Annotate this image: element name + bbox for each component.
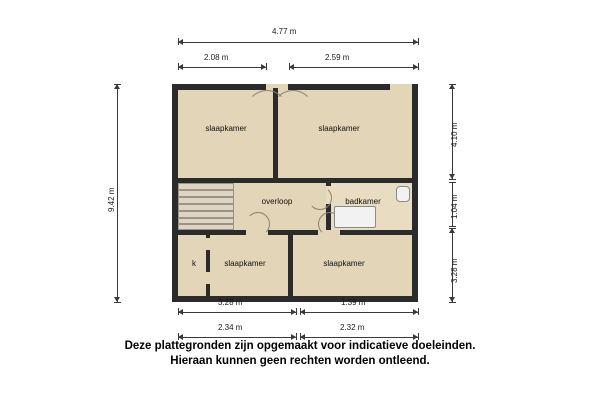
dim-top-right-label: 2.59 m (325, 53, 350, 62)
dim-bottom-left-tick-b (296, 308, 297, 315)
stair-step (178, 183, 234, 190)
dim-right-mid-tick-b (449, 226, 456, 227)
dim-bottom-lower-right-tick-a (300, 333, 301, 340)
dim-bottom-lower-left-label: 2.34 m (218, 323, 243, 332)
dim-top-overall-label: 4.77 m (272, 27, 297, 36)
dim-bottom-right-line (300, 312, 418, 313)
room-label-badkamer: badkamer (345, 197, 381, 206)
dim-bottom-lower-right-tick-b (418, 333, 419, 340)
wall-outer-top (172, 84, 418, 90)
dim-bottom-lower-right-line (300, 337, 418, 338)
dim-bottom-left-tick-a (178, 308, 179, 315)
dim-right-mid-label: 1.04 m (450, 194, 459, 219)
wall-outer-bottom (172, 296, 418, 302)
dim-bottom-lower-left-line (178, 337, 296, 338)
dim-right-bottom-tick-a (449, 228, 456, 229)
disclaimer-line-2: Hieraan kunnen geen rechten worden ontleend. (170, 355, 430, 367)
dim-bottom-right-label: 1.39 m (341, 298, 366, 307)
dim-top-left-tick-a (178, 63, 179, 70)
dim-top-left-tick-b (266, 63, 267, 70)
dim-bottom-left-label: 3.28 m (218, 298, 243, 307)
wall-partition-lower-center (288, 234, 293, 296)
dim-bottom-right-tick-b (418, 308, 419, 315)
stair-step (178, 204, 234, 211)
dim-left-overall-tick-bottom (114, 302, 121, 303)
door-swing-bedroom-topright (272, 90, 314, 132)
room-label-slaapkamer-1: slaapkamer (205, 124, 247, 133)
dim-left-overall-tick-top (114, 84, 121, 85)
closet-opening-top (206, 238, 210, 250)
stair-step (178, 211, 234, 218)
dim-top-right-tick-b (418, 63, 419, 70)
bathtub-fixture (334, 206, 376, 228)
dim-right-bottom-tick-b (449, 302, 456, 303)
wall-opening-top-b (390, 84, 412, 90)
dim-bottom-right-tick-a (300, 308, 301, 315)
disclaimer-line-1: Deze plattegronden zijn opgemaakt voor indicatieve doeleinden. (124, 340, 476, 352)
door-swing-badkamer (308, 186, 332, 210)
dim-bottom-lower-left-tick-b (296, 333, 297, 340)
room-label-overloop: overloop (261, 197, 293, 206)
dim-top-right-line (289, 67, 418, 68)
room-label-slaapkamer-3: slaapkamer (224, 259, 266, 268)
closet-opening-bottom (206, 272, 210, 284)
dim-bottom-lower-left-tick-a (178, 333, 179, 340)
room-label-k: k (192, 259, 196, 268)
toilet-fixture (396, 186, 410, 202)
dim-right-top-label: 4.10 m (450, 122, 459, 147)
dim-top-overall-tick-left (178, 38, 179, 45)
dim-left-overall-label: 9.42 m (107, 187, 116, 212)
stair-step (178, 190, 234, 197)
dim-right-top-tick-b (449, 179, 456, 180)
wall-outer-right (412, 84, 418, 302)
dim-bottom-left-line (178, 312, 296, 313)
wall-partition-lower-top (176, 230, 418, 235)
room-label-slaapkamer-2: slaapkamer (318, 124, 360, 133)
dim-right-bottom-label: 3.28 m (450, 258, 459, 283)
dim-top-left-line (178, 67, 266, 68)
dim-top-overall-line (178, 42, 418, 43)
dim-bottom-lower-right-label: 2.32 m (340, 323, 365, 332)
room-label-slaapkamer-4: slaapkamer (323, 259, 365, 268)
dim-top-overall-tick-right (418, 38, 419, 45)
dim-right-mid-tick-a (449, 182, 456, 183)
dim-top-left-label: 2.08 m (204, 53, 229, 62)
stair-landing (178, 224, 234, 230)
dim-right-top-tick-a (449, 84, 456, 85)
stair-step (178, 197, 234, 204)
door-swing-bedroom-bottomleft (246, 212, 270, 236)
dim-left-overall-line (117, 84, 118, 302)
dim-top-right-tick-a (289, 63, 290, 70)
